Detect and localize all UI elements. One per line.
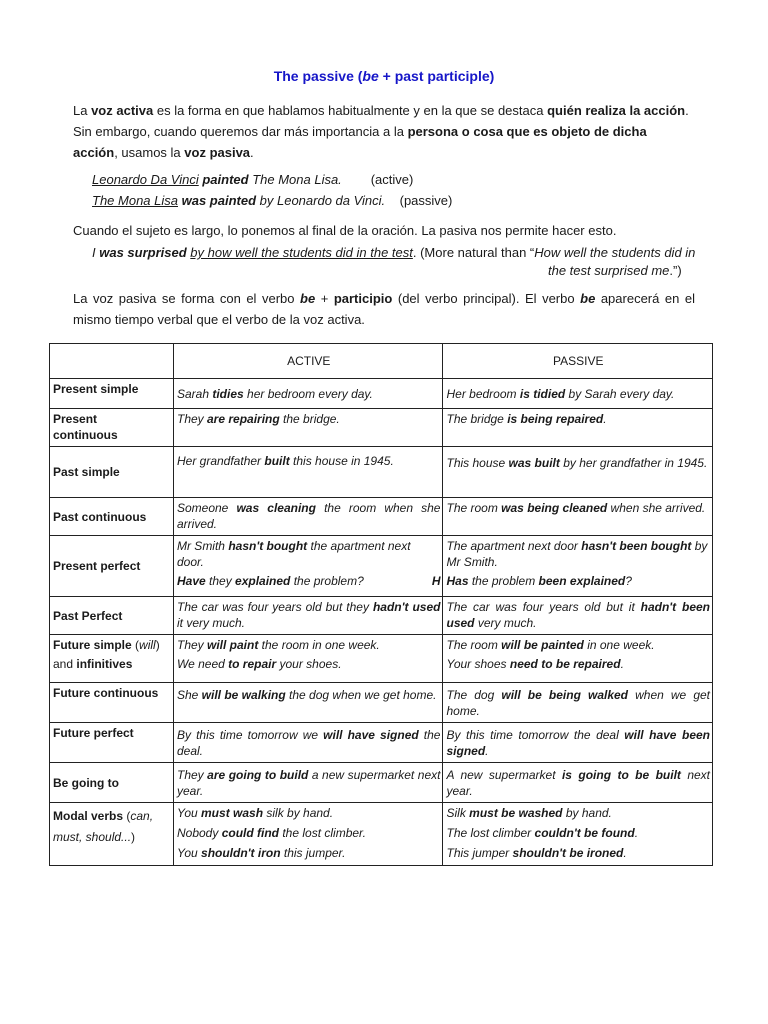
passive-example: Her bedroom is tidied by Sarah every day. [443, 379, 713, 409]
tense-label: Past Perfect [50, 597, 174, 635]
text: + [315, 291, 334, 306]
tense-label: Present perfect [50, 536, 174, 597]
header-blank [50, 344, 174, 379]
example-active [92, 171, 413, 189]
passive-example: The apartment next door hasn't been bought by Mr Smith. Has the problem been explained? [443, 536, 713, 597]
text: aparecerá en el mismo tiempo verbal que el verbo de la voz activa. [73, 291, 695, 327]
verb: was painted [178, 193, 257, 208]
bold-term: quién realiza la acción [547, 103, 686, 118]
table-row [50, 803, 713, 866]
passive-example: The room was being cleaned when she arrived. [443, 498, 713, 536]
page-title [0, 68, 768, 84]
text: es la forma en que hablamos habitualmente y en la que se destaca [153, 103, 548, 118]
subject: The Mona Lisa [92, 193, 178, 208]
margin-mark: H [431, 574, 441, 588]
active-example: Mr Smith hasn't bought the apartment next door. Have they explained the problem? H [173, 536, 443, 597]
text: La [73, 103, 92, 118]
text: , usamos la [114, 145, 185, 160]
table-row [50, 536, 713, 597]
active-example: The car was four years old but they hadn't used it very much. [173, 597, 443, 635]
intro-paragraph [73, 100, 695, 163]
tense-label: Future perfect [50, 723, 174, 763]
active-example: You must wash silk by hand. Nobody could find the lost climber. You shouldn't iron this jumper. [173, 803, 443, 866]
table-row [50, 447, 713, 498]
active-example: Her grandfather built this house in 1945. [173, 447, 443, 498]
title-text: The passive ( [273, 68, 363, 84]
active-example: Someone was cleaning the room when she arrived. [173, 498, 443, 536]
bold-term: be [300, 291, 316, 306]
tense-label: Past continuous [50, 498, 174, 536]
agent: by Leonardo da Vinci. [256, 193, 386, 208]
header-active: ACTIVE [173, 344, 443, 379]
text: . (More natural than “ [412, 245, 535, 260]
tense-label: Future simple (will) and infinitives [50, 635, 174, 683]
tense-label: Future continuous [50, 683, 174, 723]
passive-example: The car was four years old but it hadn't been used very much. [443, 597, 713, 635]
bold-term: persona o cosa que es objeto de dicha acción [73, 124, 647, 160]
bold-term: voz activa [91, 103, 154, 118]
table-row [50, 498, 713, 536]
formation-paragraph [73, 288, 695, 330]
table-row [50, 723, 713, 763]
active-example: They are repairing the bridge. [173, 409, 443, 447]
active-example: By this time tomorrow we will have signed the deal. [173, 723, 443, 763]
table-row [50, 683, 713, 723]
active-example: Sarah tidies her bedroom every day. [173, 379, 443, 409]
verb: was surprised [99, 245, 187, 260]
passive-example: The dog will be being walked when we get home. [443, 683, 713, 723]
bold-term: voz pasiva [184, 145, 251, 160]
tense-label: Past simple [50, 447, 174, 498]
active-example: She will be walking the dog when we get home. [173, 683, 443, 723]
text: How well the students did in [534, 245, 696, 260]
passive-example: By this time tomorrow the deal will have been signed. [443, 723, 713, 763]
bold-term: participio [333, 291, 393, 306]
subject: Leonardo Da Vinci [92, 172, 199, 187]
active-example: They are going to build a new supermarket next year. [173, 763, 443, 803]
long-subject-paragraph: Cuando el sujeto es largo, lo ponemos al final de la oración. La pasiva nos permite hacer esto. [73, 223, 617, 238]
text: . Sin embargo, cuando queremos dar más importancia a la [73, 103, 689, 139]
tenses-table [49, 343, 713, 866]
verb: painted [198, 172, 249, 187]
passive-example: A new supermarket is going to be built next year. [443, 763, 713, 803]
text: I [92, 245, 100, 260]
passive-example: The room will be painted in one week. Your shoes need to be repaired. [443, 635, 713, 683]
passive-example: The bridge is being repaired. [443, 409, 713, 447]
example-tag: (active) [370, 172, 414, 187]
tense-label: Present simple [50, 379, 174, 409]
passive-example: Silk must be washed by hand. The lost climber couldn't be found. This jumper shouldn't be ironed. [443, 803, 713, 866]
table-row [50, 379, 713, 409]
title-text-end: + past participle) [378, 68, 495, 84]
example-tag: (passive) [399, 193, 453, 208]
example-passive [92, 192, 452, 210]
table-row [50, 597, 713, 635]
tense-label: Be going to [50, 763, 174, 803]
example-long-subject [92, 244, 696, 280]
agent: by how well the students did in the test [190, 245, 413, 260]
active-example: They will paint the room in one week. We need to repair your shoes. [173, 635, 443, 683]
text: the test surprised me [548, 263, 670, 278]
table-row [50, 635, 713, 683]
text: La voz pasiva se forma con el verbo [73, 291, 301, 306]
table-row [50, 409, 713, 447]
table-row [50, 763, 713, 803]
title-emphasis: be [362, 68, 379, 84]
object: The Mona Lisa. [248, 172, 342, 187]
tense-label: Modal verbs (can, must, should...) [50, 803, 174, 866]
table-header-row [50, 344, 713, 379]
tense-label: Present continuous [50, 409, 174, 447]
passive-example: This house was built by her grandfather in 1945. [443, 447, 713, 498]
text: .”) [669, 263, 682, 278]
text: . [250, 145, 254, 160]
text: (del verbo principal). El verbo [392, 291, 581, 306]
header-passive: PASSIVE [443, 344, 713, 379]
bold-term: be [580, 291, 596, 306]
